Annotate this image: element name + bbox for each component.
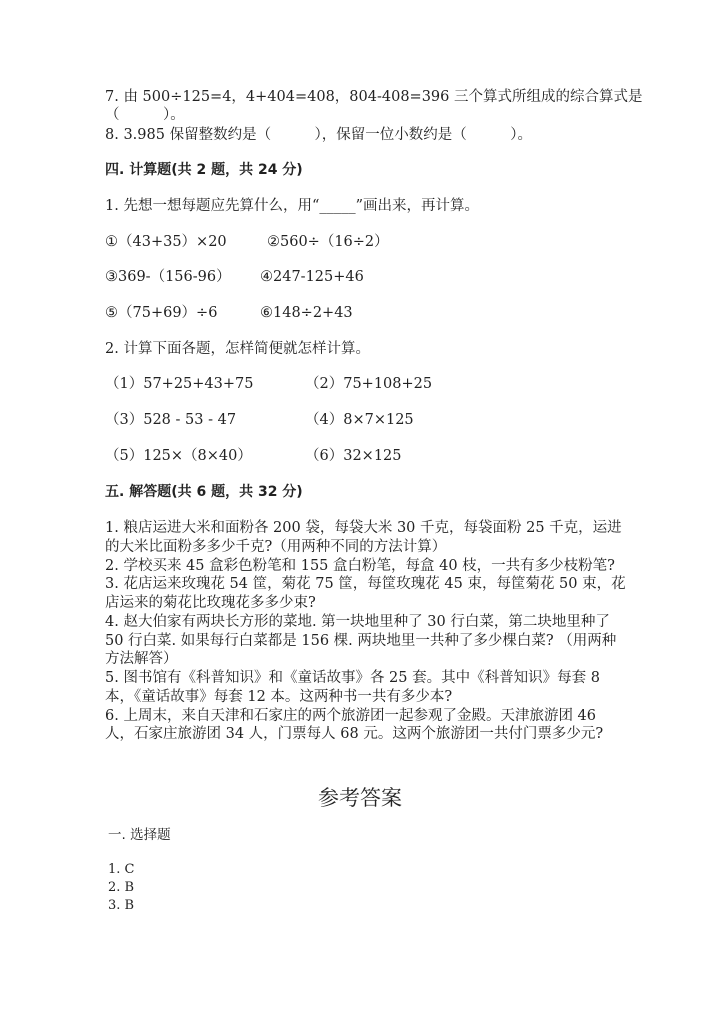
answer-item: 1. C xyxy=(108,862,135,877)
calc-item: ④247-125+46 xyxy=(260,269,364,285)
calc-item: （6）32×125 xyxy=(305,448,402,464)
answers-section-1-heading: 一. 选择题 xyxy=(108,827,171,843)
problem-line: 店运来的菊花比玫瑰花多多少束? xyxy=(105,595,316,611)
problem-line: 的大米比面粉多多少千克?（用两种不同的方法计算） xyxy=(105,539,447,555)
section-4-q2-prompt: 2. 计算下面各题，怎样简便就怎样计算。 xyxy=(105,341,370,357)
problem-line: 6. 上周末，来自天津和石家庄的两个旅游团一起参观了金殿。天津旅游团 46 xyxy=(105,708,597,724)
question-8: 8. 3.985 保留整数约是（ ），保留一位小数约是（ ）。 xyxy=(105,127,533,143)
calc-item: （5）125×（8×40） xyxy=(105,448,252,464)
problem-line: 人，石家庄旅游团 34 人，门票每人 68 元。这两个旅游团一共付门票多少元? xyxy=(105,726,604,742)
answer-item: 3. B xyxy=(108,898,135,913)
calc-item: （2）75+108+25 xyxy=(305,376,433,392)
calc-item: （3）528 - 53 - 47 xyxy=(105,412,237,428)
section-4-q1-prompt: 1. 先想一想每题应先算什么，用“_____”画出来，再计算。 xyxy=(105,198,480,214)
problem-line: 1. 粮店运进大米和面粉各 200 袋，每袋大米 30 千克，每袋面粉 25 千克，运进 xyxy=(105,520,622,536)
answer-item: 2. B xyxy=(108,880,135,895)
answers-title: 参考答案 xyxy=(318,786,402,810)
calc-item: ③369-（156-96） xyxy=(105,269,231,285)
section-5-heading: 五. 解答题(共 6 题，共 32 分) xyxy=(105,484,303,500)
problem-line: 2. 学校买来 45 盒彩色粉笔和 155 盒白粉笔，每盒 40 枝，一共有多少枝粉笔? xyxy=(105,558,615,574)
calc-item: （4）8×7×125 xyxy=(305,412,414,428)
problem-line: 5. 图书馆有《科普知识》和《童话故事》各 25 套。其中《科普知识》每套 8 xyxy=(105,670,600,686)
calc-item: ⑥148÷2+43 xyxy=(260,305,353,321)
problem-line: 4. 赵大伯家有两块长方形的菜地. 第一块地里种了 30 行白菜，第二块地里种了 xyxy=(105,614,610,630)
calc-item: （1）57+25+43+75 xyxy=(105,376,254,392)
section-4-heading: 四. 计算题(共 2 题，共 24 分) xyxy=(105,162,303,178)
calc-item: ②560÷（16÷2） xyxy=(267,234,389,250)
question-7-line2: （ ）。 xyxy=(105,107,185,123)
problem-line: 方法解答） xyxy=(105,651,178,667)
calc-item: ①（43+35）×20 xyxy=(105,234,227,250)
problem-line: 3. 花店运来玫瑰花 54 筐，菊花 75 筐，每筐玫瑰花 45 束，每筐菊花 50 束，花 xyxy=(105,576,626,592)
calc-item: ⑤（75+69）÷6 xyxy=(105,305,218,321)
question-7-line1: 7. 由 500÷125=4，4+404=408，804-408=396 三个算式所组成的综合算式是 xyxy=(105,89,643,105)
problem-line: 本，《童话故事》每套 12 本。这两种书一共有多少本? xyxy=(105,689,453,705)
problem-line: 50 行白菜. 如果每行白菜都是 156 棵. 两块地里一共种了多少棵白菜? （用两种 xyxy=(105,633,617,649)
